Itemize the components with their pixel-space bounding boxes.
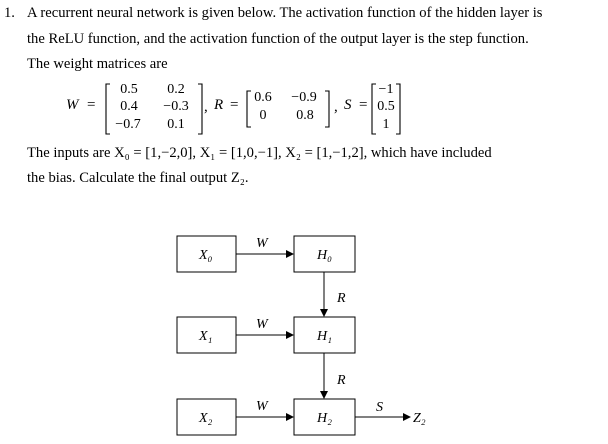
question-line-1: A recurrent neural network is given below. The activation function of the hidden layer is: [27, 5, 543, 21]
input-label-x1: X₁: [199, 329, 213, 344]
equals-sign: =: [87, 97, 96, 113]
input-label-x0: X₀: [199, 248, 213, 263]
recurrent-label-r: R: [337, 291, 346, 306]
comma: ,: [334, 99, 338, 115]
input-label-x2: X₂: [199, 411, 213, 426]
inputs-line-1: The inputs are X₀ = [1,−2,0], X₁ = [1,0,−1], X₂ = [1,−1,2], which have included: [27, 145, 492, 161]
equals-sign: =: [230, 97, 239, 113]
matrix-w-label: W: [66, 97, 79, 113]
matrix-s-label: S: [344, 97, 352, 113]
matrix-r-cell: 0.6: [254, 90, 272, 105]
matrix-r-cell: −0.9: [291, 90, 317, 105]
output-label-z2: Z₂: [413, 411, 426, 426]
weight-label-w: W: [256, 317, 268, 332]
matrix-r-cell: 0: [259, 108, 267, 123]
question-line-2: the ReLU function, and the activation function of the output layer is the step function.: [27, 31, 529, 47]
matrix-r-cell: 0.8: [296, 108, 314, 123]
matrix-s-cell: 1: [382, 117, 390, 132]
weight-label-w: W: [256, 236, 268, 251]
output-weight-label-s: S: [376, 400, 383, 415]
matrix-w-cell: −0.3: [163, 99, 189, 114]
matrix-r-label: R: [214, 97, 224, 113]
inputs-line-2: the bias. Calculate the final output Z₂.: [27, 170, 249, 186]
question-number: 1.: [4, 5, 15, 21]
recurrent-label-r: R: [337, 373, 346, 388]
matrix-w-cell: 0.4: [120, 99, 138, 114]
hidden-label-h2: H₂: [317, 411, 332, 426]
question-line-3: The weight matrices are: [27, 56, 168, 72]
matrix-w-cell: 0.1: [167, 117, 185, 132]
matrix-w-cell: 0.2: [167, 82, 185, 97]
equals-sign: =: [359, 97, 368, 113]
hidden-label-h1: H₁: [317, 329, 332, 344]
weight-label-w: W: [256, 399, 268, 414]
matrix-w-cell: −0.7: [115, 117, 141, 132]
hidden-label-h0: H₀: [317, 248, 332, 263]
matrix-s-cell: −1: [378, 82, 394, 97]
comma: ,: [204, 99, 208, 115]
matrix-s-cell: 0.5: [377, 99, 395, 114]
matrix-w-cell: 0.5: [120, 82, 138, 97]
